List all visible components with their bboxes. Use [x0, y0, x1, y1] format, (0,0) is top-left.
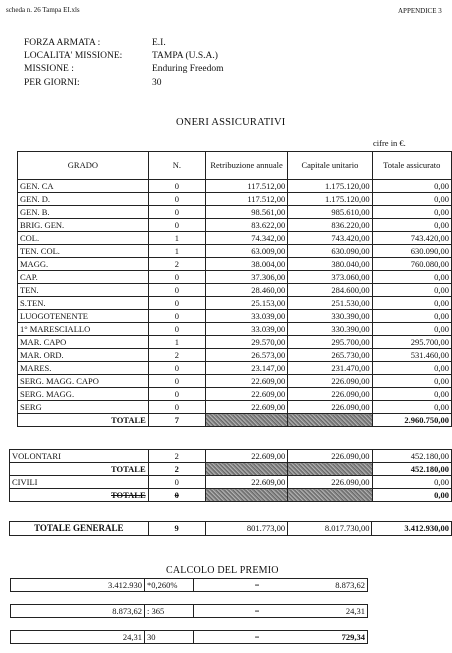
generale-label: TOTALE GENERALE	[10, 522, 149, 536]
volontari-cap: 226.090,00	[288, 450, 372, 463]
volontari-totale-row	[10, 463, 452, 476]
n-cell: 0	[148, 375, 205, 388]
volontari-retr: 22.609,00	[205, 450, 287, 463]
retribuzione-cell: 29.570,00	[205, 336, 287, 349]
n-cell: 0	[148, 401, 205, 414]
grado-cell: CAP.	[18, 271, 149, 284]
info-label-localita: LOCALITA' MISSIONE:	[24, 51, 123, 61]
n-cell: 1	[148, 232, 205, 245]
civili-cap: 226.090,00	[288, 476, 372, 489]
civili-row	[10, 476, 452, 489]
grado-cell: GEN. CA	[18, 180, 149, 193]
capitale-cell: 1.175.120,00	[288, 193, 372, 206]
totale-cell: 0,00	[372, 193, 451, 206]
volontari-totale-value: 452.180,00	[372, 463, 451, 476]
totale-value: 2.960.750,00	[372, 414, 451, 427]
grado-cell: MAR. CAPO	[18, 336, 149, 349]
totale-cell: 0,00	[372, 271, 451, 284]
hatched-cell	[288, 489, 372, 502]
n-cell: 0	[148, 193, 205, 206]
col-header-capitale: Capitale unitario	[288, 152, 372, 180]
calc2-res: 24,31	[320, 605, 368, 618]
table-row	[18, 349, 452, 362]
calcolo-row-1	[10, 578, 368, 592]
capitale-cell: 226.090,00	[288, 375, 372, 388]
hatched-cell	[288, 463, 372, 476]
n-cell: 0	[148, 180, 205, 193]
table-row	[18, 388, 452, 401]
n-cell: 0	[148, 297, 205, 310]
n-cell: 0	[148, 219, 205, 232]
oneri-table	[17, 151, 452, 427]
retribuzione-cell: 26.573,00	[205, 349, 287, 362]
retribuzione-cell: 22.609,00	[205, 388, 287, 401]
calcolo-row-2	[10, 604, 368, 618]
info-value-forza: E.I.	[152, 38, 166, 48]
grado-cell: BRIG. GEN.	[18, 219, 149, 232]
generale-tot: 3.412.930,00	[372, 522, 452, 536]
hatched-cell	[205, 414, 287, 427]
table-row	[18, 336, 452, 349]
table-row	[18, 323, 452, 336]
totale-cell: 0,00	[372, 375, 451, 388]
section-title: ONERI ASSICURATIVI	[176, 117, 286, 128]
civili-retr: 22.609,00	[205, 476, 287, 489]
volontari-row	[10, 450, 452, 463]
n-cell: 0	[148, 271, 205, 284]
capitale-cell: 743.420,00	[288, 232, 372, 245]
table-row	[18, 180, 452, 193]
col-header-n: N.	[148, 152, 205, 180]
civili-totale-row	[10, 489, 452, 502]
retribuzione-cell: 63.009,00	[205, 245, 287, 258]
n-cell: 0	[148, 206, 205, 219]
grado-cell: SERG. MAGG.	[18, 388, 149, 401]
generale-cap: 8.017.730,00	[288, 522, 372, 536]
rows-body	[18, 180, 452, 414]
table-row	[18, 310, 452, 323]
grado-cell: GEN. B.	[18, 206, 149, 219]
appendix-label: APPENDICE 3	[398, 7, 442, 15]
table-row	[18, 258, 452, 271]
retribuzione-cell: 117.512,00	[205, 193, 287, 206]
grado-cell: SERG	[18, 401, 149, 414]
n-cell: 0	[148, 362, 205, 375]
retribuzione-cell: 74.342,00	[205, 232, 287, 245]
calc1-eq: =	[194, 579, 321, 592]
grado-cell: LUOGOTENENTE	[18, 310, 149, 323]
generale-retr: 801.773,00	[205, 522, 287, 536]
table-row	[18, 362, 452, 375]
retribuzione-cell: 117.512,00	[205, 180, 287, 193]
n-cell: 0	[148, 284, 205, 297]
totale-cell: 295.700,00	[372, 336, 451, 349]
civili-grado: CIVILI	[10, 476, 149, 489]
volontari-tot: 452.180,00	[372, 450, 451, 463]
col-header-grado: GRADO	[18, 152, 149, 180]
retribuzione-cell: 23.147,00	[205, 362, 287, 375]
retribuzione-cell: 25.153,00	[205, 297, 287, 310]
grado-cell: MAR. ORD.	[18, 349, 149, 362]
n-cell: 0	[148, 310, 205, 323]
retribuzione-cell: 98.561,00	[205, 206, 287, 219]
generale-row	[10, 522, 452, 536]
totale-cell: 743.420,00	[372, 232, 451, 245]
table-row	[18, 219, 452, 232]
hatched-cell	[288, 414, 372, 427]
capitale-cell: 985.610,00	[288, 206, 372, 219]
n-cell: 2	[148, 258, 205, 271]
info-value-giorni: 30	[152, 78, 162, 88]
capitale-cell: 226.090,00	[288, 388, 372, 401]
totale-cell: 0,00	[372, 219, 451, 232]
n-cell: 1	[148, 245, 205, 258]
civili-totale-n: 0	[148, 489, 205, 502]
col-header-retribuzione: Retribuzione annuale	[205, 152, 287, 180]
totale-cell: 531.460,00	[372, 349, 451, 362]
volontari-grado: VOLONTARI	[10, 450, 149, 463]
totale-label: TOTALE	[18, 414, 149, 427]
calc3-res: 729,34	[320, 631, 368, 644]
capitale-cell: 380.040,00	[288, 258, 372, 271]
generale-n: 9	[148, 522, 205, 536]
calc1-res: 8.873,62	[320, 579, 368, 592]
n-cell: 0	[148, 388, 205, 401]
file-name: scheda n. 26 Tampa EI.xls	[6, 6, 80, 14]
totale-cell: 0,00	[372, 323, 451, 336]
totale-cell: 0,00	[372, 388, 451, 401]
table-row	[18, 206, 452, 219]
retribuzione-cell: 33.039,00	[205, 310, 287, 323]
totale-cell: 0,00	[372, 310, 451, 323]
totale-cell: 0,00	[372, 297, 451, 310]
info-value-localita: TAMPA (U.S.A.)	[152, 51, 218, 61]
civili-totale-label: TOTALE	[10, 489, 149, 502]
capitale-cell: 231.470,00	[288, 362, 372, 375]
table-row	[18, 284, 452, 297]
n-cell: 2	[148, 349, 205, 362]
totale-cell: 0,00	[372, 206, 451, 219]
info-value-missione: Enduring Freedom	[152, 64, 224, 74]
hatched-cell	[205, 489, 287, 502]
capitale-cell: 226.090,00	[288, 401, 372, 414]
n-cell: 0	[148, 323, 205, 336]
capitale-cell: 251.530,00	[288, 297, 372, 310]
retribuzione-cell: 33.039,00	[205, 323, 287, 336]
grado-cell: GEN. D.	[18, 193, 149, 206]
grado-cell: SERG. MAGG. CAPO	[18, 375, 149, 388]
totale-cell: 0,00	[372, 362, 451, 375]
volontari-table	[9, 449, 452, 502]
table-row	[18, 245, 452, 258]
capitale-cell: 836.220,00	[288, 219, 372, 232]
table-row	[18, 271, 452, 284]
grado-cell: COL.	[18, 232, 149, 245]
civili-n: 0	[148, 476, 205, 489]
calc1-a: 3.412.930	[11, 579, 145, 592]
retribuzione-cell: 83.622,00	[205, 219, 287, 232]
calc1-b: *0,260%	[145, 579, 194, 592]
grado-cell: MARES.	[18, 362, 149, 375]
calc2-eq: =	[194, 605, 321, 618]
info-label-giorni: PER GIORNI:	[24, 78, 80, 88]
totale-cell: 760.080,00	[372, 258, 451, 271]
retribuzione-cell: 37.306,00	[205, 271, 287, 284]
info-label-forza: FORZA ARMATA :	[24, 38, 101, 48]
totale-cell: 0,00	[372, 401, 451, 414]
table-row	[18, 232, 452, 245]
grado-cell: TEN. COL.	[18, 245, 149, 258]
totale-cell: 630.090,00	[372, 245, 451, 258]
totale-n: 7	[148, 414, 205, 427]
capitale-cell: 1.175.120,00	[288, 180, 372, 193]
info-label-missione: MISSIONE :	[24, 64, 74, 74]
totale-cell: 0,00	[372, 284, 451, 297]
grado-cell: S.TEN.	[18, 297, 149, 310]
capitale-cell: 330.390,00	[288, 310, 372, 323]
calcolo-row-3	[10, 630, 368, 644]
table-row	[18, 375, 452, 388]
grado-cell: MAGG.	[18, 258, 149, 271]
hatched-cell	[205, 463, 287, 476]
generale-table	[9, 521, 452, 536]
civili-totale-value: 0,00	[372, 489, 451, 502]
n-cell: 1	[148, 336, 205, 349]
currency-note: cifre in €.	[373, 138, 406, 148]
totale-row	[18, 414, 452, 427]
retribuzione-cell: 22.609,00	[205, 401, 287, 414]
grado-cell: TEN.	[18, 284, 149, 297]
capitale-cell: 330.390,00	[288, 323, 372, 336]
volontari-totale-n: 2	[148, 463, 205, 476]
retribuzione-cell: 28.460,00	[205, 284, 287, 297]
calcolo-title: CALCOLO DEL PREMIO	[166, 565, 279, 576]
capitale-cell: 295.700,00	[288, 336, 372, 349]
capitale-cell: 373.060,00	[288, 271, 372, 284]
retribuzione-cell: 22.609,00	[205, 375, 287, 388]
calc3-b: 30	[145, 631, 194, 644]
calc2-b: : 365	[145, 605, 194, 618]
totale-cell: 0,00	[372, 180, 451, 193]
volontari-totale-label: TOTALE	[10, 463, 149, 476]
retribuzione-cell: 38.004,00	[205, 258, 287, 271]
capitale-cell: 630.090,00	[288, 245, 372, 258]
civili-tot: 0,00	[372, 476, 451, 489]
table-row	[18, 297, 452, 310]
calc3-eq: =	[194, 631, 321, 644]
col-header-totale: Totale assicurato	[372, 152, 451, 180]
volontari-n: 2	[148, 450, 205, 463]
capitale-cell: 265.730,00	[288, 349, 372, 362]
capitale-cell: 284.600,00	[288, 284, 372, 297]
calc3-a: 24,31	[11, 631, 145, 644]
calc2-a: 8.873,62	[11, 605, 145, 618]
grado-cell: 1° MARESCIALLO	[18, 323, 149, 336]
table-row	[18, 193, 452, 206]
table-row	[18, 401, 452, 414]
